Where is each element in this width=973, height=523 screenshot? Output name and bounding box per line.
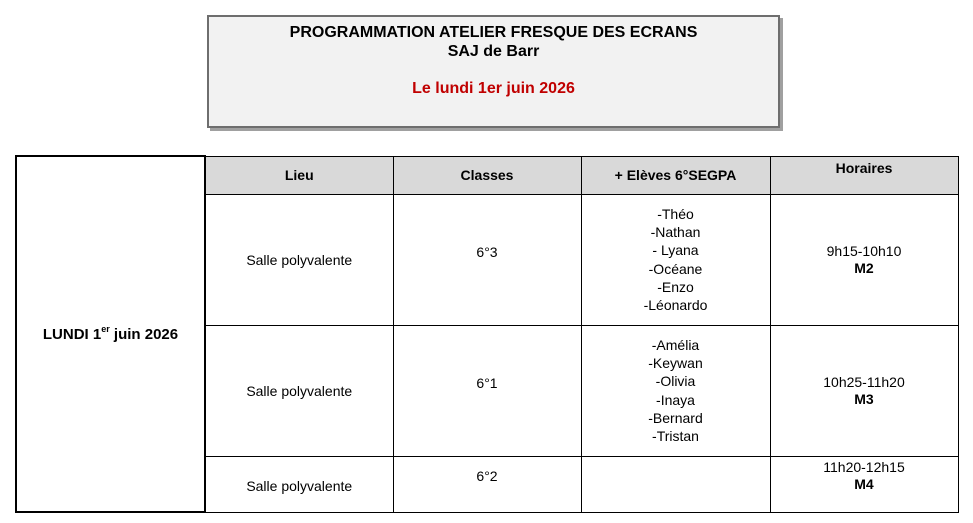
horaire-code: M2 [854,259,874,276]
student-name: -Olivia [655,373,696,390]
lieu-cell: Salle polyvalente [205,325,393,456]
horaire-cell [770,325,958,456]
classe-cell [393,325,581,456]
horaire-value: 9h15-10h10 [826,242,902,259]
student-name: -Inaya [656,391,695,408]
horaire-code: M4 [854,475,874,492]
student-name: -Amélia [651,336,700,353]
eleves-cell [581,325,770,456]
day-sup: er [101,323,110,334]
day-cell [16,156,205,512]
student-name: -Keywan [648,354,703,371]
col-header-lieu: Lieu [205,156,393,194]
student-name: -Nathan [650,223,701,240]
horaire-value: 11h20-12h15 [823,458,905,475]
student-name: -Enzo [657,278,694,295]
student-name: -Tristan [652,428,699,445]
title-box [207,15,780,128]
horaire-value: 10h25-11h20 [823,373,905,390]
classe-cell [393,194,581,325]
lieu-cell: Salle polyvalente [205,194,393,325]
table-header-row [16,156,958,194]
classe-value: 6°1 [476,374,498,391]
student-name: -Océane [648,260,703,277]
classe-value: 6°2 [476,467,498,484]
student-name: -Théo [657,205,694,222]
horaire-cell [770,194,958,325]
document-date: Le lundi 1er juin 2026 [412,80,575,97]
day-prefix: LUNDI 1 [42,325,102,343]
col-header-eleves: + Elèves 6°SEGPA [581,156,770,194]
lieu-cell: Salle polyvalente [205,456,393,512]
eleves-cell [581,456,770,512]
classe-value: 6°3 [476,243,498,260]
horaire-cell [770,456,958,512]
day-suffix: juin 2026 [109,325,179,343]
student-name: - Lyana [652,242,699,259]
student-name: -Bernard [648,409,703,426]
col-header-horaires: Horaires [770,156,958,194]
document-title: PROGRAMMATION ATELIER FRESQUE DES ECRANS [289,24,698,41]
schedule-table [15,155,959,513]
horaire-code: M3 [854,390,874,407]
eleves-cell [581,194,770,325]
document-subtitle: SAJ de Barr [447,43,540,60]
col-header-classes: Classes [393,156,581,194]
student-name: -Léonardo [643,297,708,314]
classe-cell [393,456,581,512]
